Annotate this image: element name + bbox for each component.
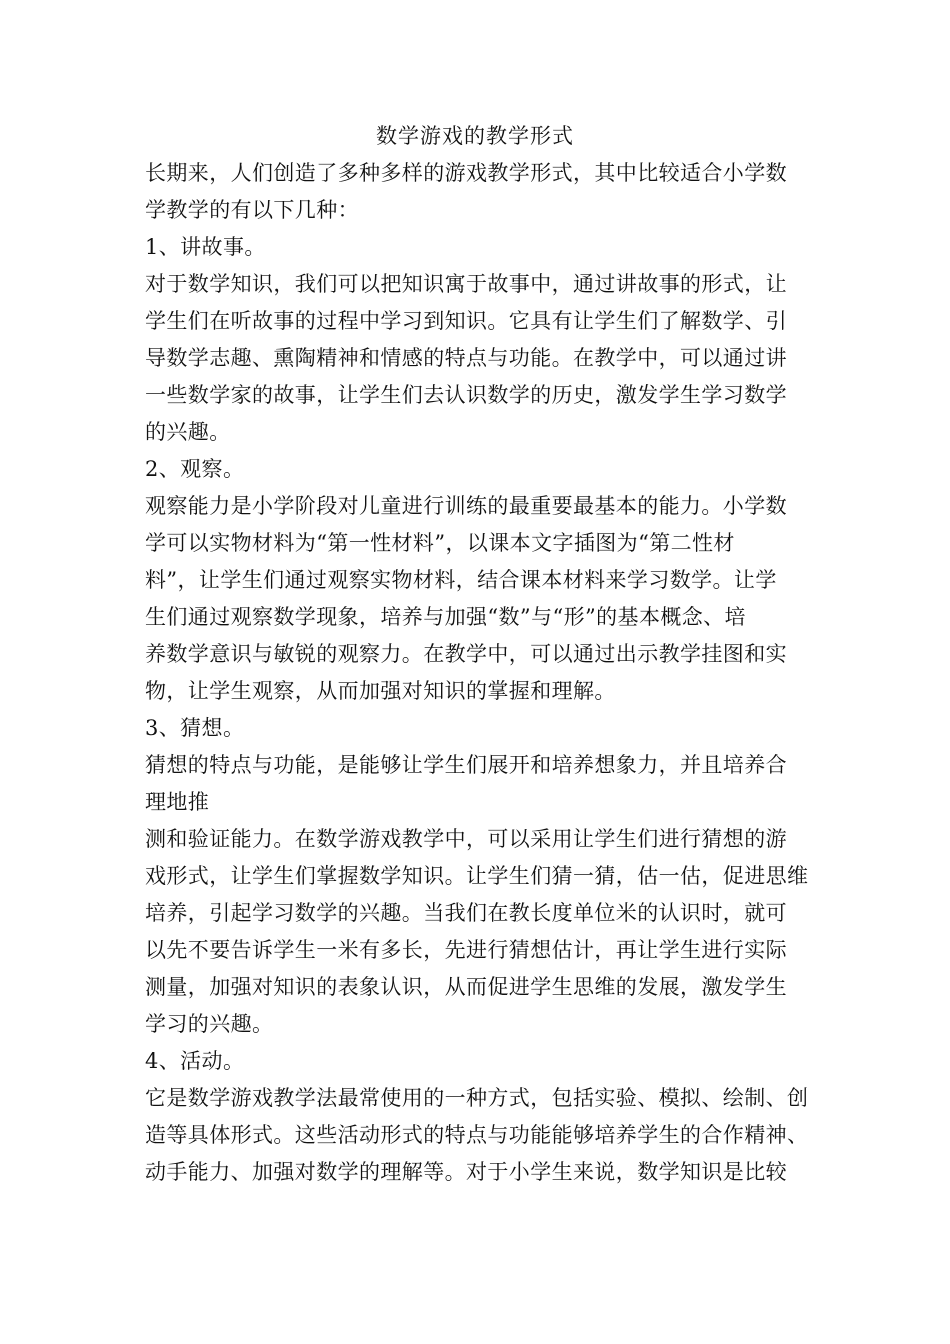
body-line: 物，让学生观察，从而加强对知识的掌握和理解。: [145, 679, 616, 703]
body-line: 测和验证能力。在数学游戏教学中，可以采用让学生们进行猜想的游: [145, 827, 787, 851]
body-line: 戏形式，让学生们掌握数学知识。让学生们猜一猜，估一估，促进思维: [145, 864, 809, 888]
body-line: 的兴趣。: [145, 420, 231, 444]
body-line: 导数学志趣、熏陶精神和情感的特点与功能。在教学中，可以通过讲: [145, 346, 787, 370]
body-line: 培养，引起学习数学的兴趣。当我们在教长度单位米的认识时，就可: [145, 901, 787, 925]
body-line: 学教学的有以下几种：: [145, 198, 359, 222]
body-line: 料”，让学生们通过观察实物材料，结合课本材料来学习数学。让学: [145, 568, 777, 592]
body-line: 学可以实物材料为“第一性材料”，以课本文字插图为“第二性材: [145, 531, 735, 555]
document-title: 数学游戏的教学形式: [376, 124, 574, 148]
body-line: 4、活动。: [145, 1049, 245, 1073]
body-line: 对于数学知识，我们可以把知识寓于故事中，通过讲故事的形式，让: [145, 272, 787, 296]
body-line: 测量，加强对知识的表象认识，从而促进学生思维的发展，激发学生: [145, 975, 787, 999]
body-line: 它是数学游戏教学法最常使用的一种方式，包括实验、模拟、绘制、创: [145, 1086, 809, 1110]
body-line: 以先不要告诉学生一米有多长，先进行猜想估计，再让学生进行实际: [145, 938, 787, 962]
body-line: 学习的兴趣。: [145, 1012, 274, 1036]
body-line: 观察能力是小学阶段对儿童进行训练的最重要最基本的能力。小学数: [145, 494, 787, 518]
body-line: 造等具体形式。这些活动形式的特点与功能能够培养学生的合作精神、: [145, 1123, 809, 1147]
body-line: 2、观察。: [145, 457, 245, 481]
body-line: 动手能力、加强对数学的理解等。对于小学生来说，数学知识是比较: [145, 1160, 787, 1184]
body-line: 一些数学家的故事，让学生们去认识数学的历史，激发学生学习数学: [145, 383, 787, 407]
body-line: 长期来，人们创造了多种多样的游戏教学形式，其中比较适合小学数: [145, 161, 787, 185]
body-line: 学生们在听故事的过程中学习到知识。它具有让学生们了解数学、引: [145, 309, 787, 333]
document-body: [145, 155, 815, 1191]
body-line: 理地推: [145, 790, 210, 814]
body-line: 养数学意识与敏锐的观察力。在教学中，可以通过出示教学挂图和实: [145, 642, 787, 666]
body-line: 猜想的特点与功能，是能够让学生们展开和培养想象力，并且培养合: [145, 753, 787, 777]
body-line: 生们通过观察数学现象，培养与加强“数”与“形”的基本概念、培: [145, 605, 746, 629]
body-line: 1、讲故事。: [145, 235, 266, 259]
body-line: 3、猜想。: [145, 716, 245, 740]
